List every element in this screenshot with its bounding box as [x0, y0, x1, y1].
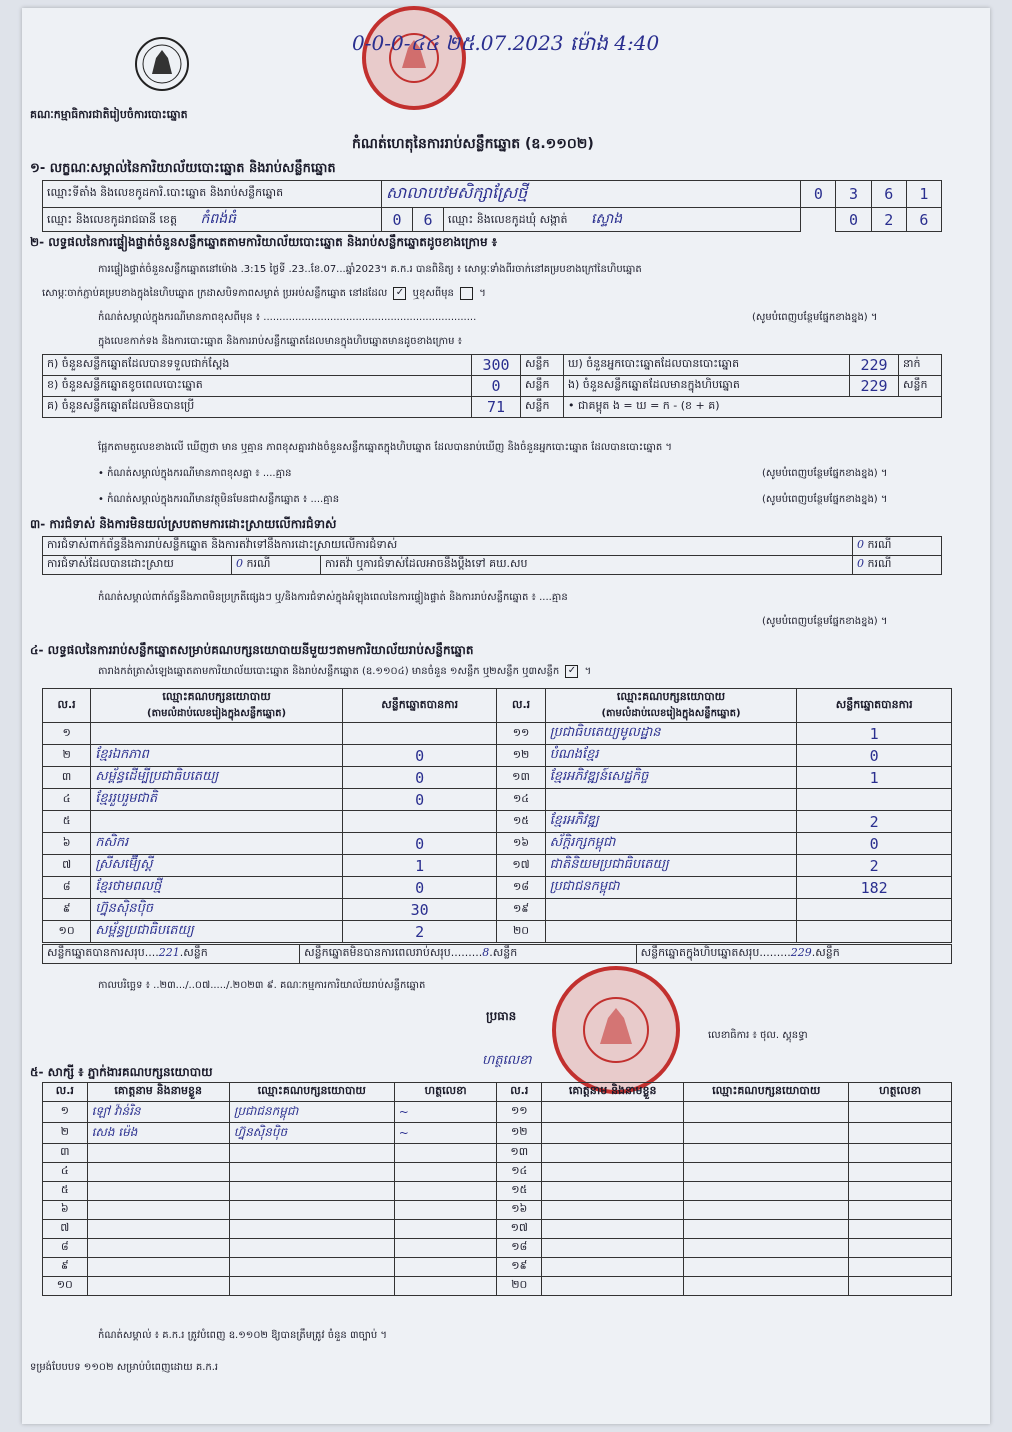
counts-intro: ក្នុងលេខកាក់ទង និងការបោះឆ្នោត និងការរាប់សន្លឹកឆ្នោតដែលមានក្នុងហិបឆ្នោតមានដូចខាងក្រោម ៖ — [98, 336, 463, 347]
result-row — [43, 833, 952, 855]
witness-name — [542, 1277, 684, 1296]
witness-sign — [394, 1239, 497, 1258]
foreign-object-hint: (សូមបំពេញបន្ថែមផ្នែកខាងខ្នង) ។ — [762, 494, 888, 505]
org-name: គណៈកម្មាធិការជាតិរៀបចំការបោះឆ្នោត — [30, 108, 188, 121]
result-votes — [342, 723, 497, 745]
witness-sign — [849, 1277, 952, 1296]
discrepancy-hint: (សូមបំពេញបន្ថែមផ្នែកខាងខ្នង) ។ — [762, 468, 888, 479]
witness-sign — [849, 1123, 952, 1144]
result-party: សម្ព័ន្ធប្រជាធិបតេយ្យ — [91, 921, 343, 943]
result-party — [545, 899, 797, 921]
objection-count: 0 ករណី — [853, 537, 942, 556]
witness-sign — [849, 1258, 952, 1277]
col-name: គោត្តនាម និងនាមខ្លួន — [87, 1083, 229, 1102]
witness-sign — [849, 1201, 952, 1220]
result-votes: 1 — [797, 767, 952, 789]
witness-name — [87, 1258, 229, 1277]
witness-sign — [394, 1163, 497, 1182]
col-no: ល.រ — [43, 689, 91, 723]
resolved-count: 0 ករណី — [232, 556, 321, 575]
col-sign: ហត្ថលេខា — [394, 1083, 497, 1102]
witness-sign — [394, 1144, 497, 1163]
result-row — [43, 745, 952, 767]
witness-party — [684, 1258, 849, 1277]
secretary-line: លេខាធិការ ៖ ថុល. ស្គុនទ្ធា — [708, 1030, 808, 1041]
witness-no: ២០ — [497, 1277, 542, 1296]
count-row: ឃ) ចំនួនអ្នកបោះឆ្នោតដែលបានបោះឆ្នោត — [564, 355, 850, 376]
witness-name — [87, 1163, 229, 1182]
result-row — [43, 811, 952, 833]
irregularity-hint: (សូមបំពេញបន្ថែមផ្នែកខាងខ្នង) ។ — [762, 616, 888, 627]
result-no: ១៨ — [497, 877, 545, 899]
official-stamp-bottom — [552, 966, 680, 1094]
witness-party — [229, 1201, 394, 1220]
result-party: កសិករ — [91, 833, 343, 855]
counts-table — [42, 354, 942, 418]
count-row: គ) ចំនួនសន្លឹកឆ្នោតដែលមិនបានប្រើ — [43, 397, 472, 418]
result-no: ១០ — [43, 921, 91, 943]
witness-no: ១៥ — [497, 1182, 542, 1201]
witness-sign — [849, 1182, 952, 1201]
col-no: ល.រ — [497, 689, 545, 723]
result-party: ខ្មែររួបរួមជាតិ — [91, 789, 343, 811]
count-value: 229 — [850, 376, 899, 397]
witness-row — [43, 1163, 952, 1182]
witness-party — [229, 1258, 394, 1277]
commune-name: ស្ទោង — [591, 211, 623, 227]
witness-party — [229, 1239, 394, 1258]
witness-row — [43, 1182, 952, 1201]
result-party: ប្រជាធិបតេយ្យមូលដ្ឋាន — [545, 723, 797, 745]
station-label: ឈ្មោះទីតាំង និងលេខកូដការិ.បោះឆ្នោត និងរាប់សន្លឹកឆ្នោត — [43, 181, 382, 208]
code-cell: 6 — [906, 208, 941, 232]
witness-name — [542, 1144, 684, 1163]
province-label: ឈ្មោះ និងលេខកូដរាជធានី ខេត្ត កំពង់ធំ — [43, 208, 382, 232]
president-title: ប្រធាន — [486, 1009, 517, 1023]
witness-sign — [394, 1258, 497, 1277]
witness-name — [87, 1239, 229, 1258]
witness-party — [684, 1144, 849, 1163]
code-cell: 0 — [382, 208, 413, 232]
witness-name — [542, 1182, 684, 1201]
witness-party — [684, 1163, 849, 1182]
totals-table — [42, 944, 952, 964]
result-votes — [797, 789, 952, 811]
result-no: ១៦ — [497, 833, 545, 855]
result-party: ខ្មែរអភិវឌ្ឍ — [545, 811, 797, 833]
province-name: កំពង់ធំ — [200, 211, 237, 227]
result-no: ៧ — [43, 855, 91, 877]
result-row — [43, 855, 952, 877]
witness-name — [542, 1239, 684, 1258]
witness-name — [542, 1201, 684, 1220]
witness-sign — [394, 1201, 497, 1220]
verify-note-hint: (សូមបំពេញបន្ថែមផ្នែកខាងខ្នង) ។ — [752, 312, 878, 323]
result-no: ២០ — [497, 921, 545, 943]
result-party: បំណងខ្មែរ — [545, 745, 797, 767]
result-party: ស័ក្តិរក្សកម្ពុជា — [545, 833, 797, 855]
witness-no: ៦ — [43, 1201, 88, 1220]
witness-sign: ~ — [394, 1123, 497, 1144]
result-votes — [797, 899, 952, 921]
witness-no: ១២ — [497, 1123, 542, 1144]
objection-row: ការជំទាស់ពាក់ព័ន្ធនឹងការរាប់សន្លឹកឆ្នោត និងការតវ៉ាទៅនឹងការដោះស្រាយលើការជំទាស់ — [43, 537, 853, 556]
result-no: ១៤ — [497, 789, 545, 811]
result-party — [545, 921, 797, 943]
col-party: ឈ្មោះគណបក្សនយោបាយ (តាមលំដាប់លេខរៀងក្នុងសន្លឹកឆ្នោត) — [545, 689, 797, 723]
verify-line2: សោម្ភៈចាក់ភ្ជាប់គម្របខាងក្នុងនៃហិបឆ្នោត ក្រដាសបិទភាពសម្ងាត់ ប្រអប់សន្លឹកឆ្នោត នៅដដែល ✓ ឬខុសពីមុន ។ — [42, 286, 486, 299]
witness-party — [229, 1220, 394, 1239]
result-no: ១៣ — [497, 767, 545, 789]
result-row — [43, 767, 952, 789]
witness-party: ហ្វ៊ុនស៊ិនប៉ិច — [229, 1123, 394, 1144]
witness-row — [43, 1220, 952, 1239]
appeal-label: ការតវ៉ា ឬការជំទាស់ដែលអាចនឹងប្តឹងទៅ គឃ.សប — [321, 556, 853, 575]
final-note: កំណត់សម្គាល់ ៖ គ.ក.រ ត្រូវបំពេញ ឧ.១១០២ ឱ្យបានត្រឹមត្រូវ ចំនួន ៣ច្បាប់ ។ — [98, 1330, 387, 1341]
station-name: សាលាបឋមសិក្សាស្រែថ្មី — [382, 181, 801, 208]
witness-no: ៥ — [43, 1182, 88, 1201]
result-votes: 0 — [797, 833, 952, 855]
result-party: ខ្មែរឯកភាព — [91, 745, 343, 767]
witness-sign — [394, 1220, 497, 1239]
count-unit: សន្លឹក — [521, 397, 564, 418]
commune-label: ឈ្មោះ និងលេខកូដឃុំ សង្កាត់ ស្ទោង — [444, 208, 801, 232]
witness-name — [542, 1163, 684, 1182]
form-title: កំណត់ហេតុនៃការរាប់សន្លឹកឆ្នោត (ឧ.១១០២) — [352, 136, 594, 152]
date-line: កាលបរិច្ឆេទ ៖ ..២៣.../..០៧...../.២០២៣ ៩. គណៈកម្មការការិយាល័យរាប់សន្លឹកឆ្នោត — [98, 980, 426, 991]
witness-sign — [849, 1239, 952, 1258]
result-votes: 0 — [342, 767, 497, 789]
witness-name — [542, 1258, 684, 1277]
code-cell: 2 — [871, 208, 906, 232]
witness-no: ៤ — [43, 1163, 88, 1182]
col-votes: សន្លឹកឆ្នោតបានការ — [342, 689, 497, 723]
result-no: ១៥ — [497, 811, 545, 833]
witness-row — [43, 1277, 952, 1296]
result-votes: 0 — [797, 745, 952, 767]
witness-party — [684, 1102, 849, 1123]
witness-no: ១៤ — [497, 1163, 542, 1182]
col-party: ឈ្មោះគណបក្សនយោបាយ (តាមលំដាប់លេខរៀងក្នុងសន្លឹកឆ្នោត) — [91, 689, 343, 723]
result-party: ខ្មែរអភិវឌ្ឍន៍សេដ្ឋកិច្ច — [545, 767, 797, 789]
appeal-count: 0 ករណី — [853, 556, 942, 575]
col-sign: ហត្ថលេខា — [849, 1083, 952, 1102]
foreign-object-note: • កំណត់សម្គាល់ក្នុងករណីមានវត្ថុមិនមែនជាសន្លឹកឆ្នោត ៖ ....គ្មាន — [98, 494, 340, 505]
witness-no: ១ — [43, 1102, 88, 1123]
result-party: សម្ព័ន្ធដើម្បីប្រជាធិបតេយ្យ — [91, 767, 343, 789]
witness-name: សេង ម៉េង — [87, 1123, 229, 1144]
form-sheet — [22, 8, 990, 1424]
code-cell: 6 — [413, 208, 444, 232]
result-row — [43, 723, 952, 745]
result-no: ១១ — [497, 723, 545, 745]
witness-party — [684, 1239, 849, 1258]
witness-party — [684, 1123, 849, 1144]
count-row: ខ) ចំនួនសន្លឹកឆ្នោតខូចពេលបោះឆ្នោត — [43, 376, 472, 397]
count-row: ក) ចំនួនសន្លឹកឆ្នោតដែលបានទទួលជាក់ស្តែង — [43, 355, 472, 376]
sheet-count-checkbox[interactable]: ✓ — [565, 665, 578, 678]
result-party — [91, 811, 343, 833]
witness-sign — [394, 1182, 497, 1201]
witness-sign — [849, 1102, 952, 1123]
witness-party — [684, 1277, 849, 1296]
witness-name — [542, 1102, 684, 1123]
result-no: ៤ — [43, 789, 91, 811]
code-cell: 3 — [836, 181, 871, 208]
witness-no: ៧ — [43, 1220, 88, 1239]
witness-no: ១៣ — [497, 1144, 542, 1163]
valid-total: សន្លឹកឆ្នោតបានការសរុប....221.សន្លឹក — [43, 945, 300, 964]
witness-no: ៨ — [43, 1239, 88, 1258]
witness-name — [87, 1144, 229, 1163]
result-party: ខ្មែរថាមពលថ្មី — [91, 877, 343, 899]
ballot-box-total: សន្លឹកឆ្នោតក្នុងហិបឆ្នោតសរុប.........229.សន្លឹក — [636, 945, 951, 964]
witness-party — [684, 1201, 849, 1220]
witness-table — [42, 1082, 952, 1296]
witness-name — [542, 1220, 684, 1239]
result-votes: 2 — [797, 811, 952, 833]
code-cell: 1 — [906, 181, 941, 208]
witness-party — [684, 1182, 849, 1201]
witness-party: ប្រជាជនកម្ពុជា — [229, 1102, 394, 1123]
discrepancy-note: • កំណត់សម្គាល់ក្នុងករណីមានភាពខុសគ្នា ៖ ....គ្មាន — [98, 468, 292, 479]
angkor-emblem-icon — [134, 36, 190, 92]
result-no: ១២ — [497, 745, 545, 767]
result-no: ៦ — [43, 833, 91, 855]
result-votes: 2 — [797, 855, 952, 877]
result-votes: 0 — [342, 745, 497, 767]
discrepancy-line: ផ្អែកតាមតួលេខខាងលើ ឃើញថា មាន ឬគ្មាន ភាពខុសគ្នារវាងចំនួនសន្លឹកឆ្នោតក្នុងហិបឆ្នោត ដែលបានរាប់ឃើញ និងចំនួនអ្នកបោះឆ្នោត ដែលបានបោះឆ្នោត ។ — [98, 442, 673, 453]
section4-heading: ៤- លទ្ធផលនៃការរាប់សន្លឹកឆ្នោតសម្រាប់គណបក្សនយោបាយនីមួយៗតាមការិយាល័យរាប់សន្លឹកឆ្នោត — [30, 643, 474, 657]
result-party: ប្រជាជនកម្ពុជា — [545, 877, 797, 899]
formula: • ជាគម្ពុត ង = ឃ = ក - (ខ + គ) — [564, 397, 942, 418]
section2-heading: ២- លទ្ធផលនៃការផ្ទៀងផ្ទាត់ចំនួនសន្លឹកឆ្នោតតាមការិយាល័យបោះឆ្នោត និងរាប់សន្លឹកឆ្នោតដូចខាងក្រោម ៖ — [30, 235, 498, 249]
result-votes: 182 — [797, 877, 952, 899]
result-votes: 2 — [342, 921, 497, 943]
result-votes: 0 — [342, 877, 497, 899]
col-votes: សន្លឹកឆ្នោតបានការ — [797, 689, 952, 723]
witness-no: ១៧ — [497, 1220, 542, 1239]
changed-checkbox[interactable] — [460, 287, 473, 300]
code-cell: 0 — [836, 208, 871, 232]
verify-line1: ការផ្ទៀងផ្ទាត់ចំនួនសន្លឹកឆ្នោតនៅម៉ោង .3:15 ថ្ងៃទី .23..ខែ.07...ឆ្នាំ2023។ គ.ក.រ បានពិនិត្យ ៖ សោម្ភៈទាំងពីរចាក់នៅគម្របខាងក្រៅនៃហិបឆ្នោត — [98, 264, 642, 275]
witness-name — [87, 1182, 229, 1201]
result-party — [91, 723, 343, 745]
section3-heading: ៣- ការជំទាស់ និងការមិនយល់ស្របតាមការដោះស្រាយលើការជំទាស់ — [30, 517, 337, 531]
result-votes: 1 — [797, 723, 952, 745]
witness-sign: ~ — [394, 1102, 497, 1123]
witness-sign — [849, 1163, 952, 1182]
form-footer: ទម្រង់បែបបទ ១១០២ សម្រាប់បំពេញដោយ គ.ក.រ — [30, 1362, 219, 1373]
count-value: 71 — [472, 397, 521, 418]
count-unit: សន្លឹក — [521, 355, 564, 376]
col-party: ឈ្មោះគណបក្សនយោបាយ — [229, 1083, 394, 1102]
result-no: ១ — [43, 723, 91, 745]
result-no: ៩ — [43, 899, 91, 921]
result-votes: 0 — [342, 833, 497, 855]
witness-row — [43, 1258, 952, 1277]
invalid-total: សន្លឹកឆ្នោតមិនបានការពេលរាប់សរុប.........8.សន្លឹក — [300, 945, 636, 964]
result-votes — [342, 811, 497, 833]
results-table — [42, 688, 952, 943]
unchanged-checkbox[interactable]: ✓ — [393, 287, 406, 300]
col-no: ល.រ — [43, 1083, 88, 1102]
witness-party — [229, 1163, 394, 1182]
section1-heading: ១- លក្ខណៈសម្គាល់នៃការិយាល័យបោះឆ្នោត និងរាប់សន្លឹកឆ្នោត — [30, 161, 336, 176]
code-cell: 0 — [801, 181, 836, 208]
col-party: ឈ្មោះគណបក្សនយោបាយ — [684, 1083, 849, 1102]
count-value: 229 — [850, 355, 899, 376]
count-unit: សន្លឹក — [521, 376, 564, 397]
result-votes: 0 — [342, 789, 497, 811]
result-party: ជាតិនិយមប្រជាធិបតេយ្យ — [545, 855, 797, 877]
witness-no: ១១ — [497, 1102, 542, 1123]
witness-name — [87, 1220, 229, 1239]
witness-party — [229, 1182, 394, 1201]
witness-no: ១០ — [43, 1277, 88, 1296]
result-votes: 30 — [342, 899, 497, 921]
witness-no: ១៦ — [497, 1201, 542, 1220]
result-row — [43, 899, 952, 921]
objections-table — [42, 536, 942, 575]
witness-party — [684, 1220, 849, 1239]
result-votes — [797, 921, 952, 943]
tally-sheet-line: តារាងកត់ត្រាសំឡេងឆ្នោតតាមការិយាល័យបោះឆ្នោត និងរាប់សន្លឹកឆ្នោត (ឧ.១១០៤) មានចំនួន ១សន្លឹក ឬ២សន្លឹក ឬ៣សន្លឹក ✓ ។ — [98, 664, 592, 677]
witness-name — [87, 1277, 229, 1296]
col-name: គោត្តនាម និងនាមខ្លួន — [542, 1083, 684, 1102]
code-cell: 6 — [871, 181, 906, 208]
result-no: ៥ — [43, 811, 91, 833]
result-party — [545, 789, 797, 811]
result-row — [43, 789, 952, 811]
witness-no: ១៨ — [497, 1239, 542, 1258]
result-no: ៣ — [43, 767, 91, 789]
witness-no: ៣ — [43, 1144, 88, 1163]
irregularity-note: កំណត់សម្គាល់ពាក់ព័ន្ធនឹងភាពមិនប្រក្រតីផ្សេងៗ ឬ/និងការជំទាស់ក្នុងអំឡុងពេលនៃការផ្ទៀងផ្ទាត់ និងការរាប់សន្លឹកឆ្នោត ៖ ....គ្មាន — [98, 592, 568, 603]
witness-party — [229, 1277, 394, 1296]
witness-party — [229, 1144, 394, 1163]
witness-row — [43, 1201, 952, 1220]
witness-name — [87, 1201, 229, 1220]
resolved-label: ការជំទាស់ដែលបានដោះស្រាយ — [43, 556, 232, 575]
handwritten-stamp-note: 0-0-0-៤៤ ២៥.07.2023 ម៉ោង 4:40 — [352, 31, 660, 55]
witness-name — [542, 1123, 684, 1144]
witness-row — [43, 1102, 952, 1123]
result-no: ២ — [43, 745, 91, 767]
count-value: 0 — [472, 376, 521, 397]
result-no: ៨ — [43, 877, 91, 899]
count-unit: នាក់ — [899, 355, 942, 376]
president-signature: ហត្ថលេខា — [482, 1053, 532, 1068]
section5-heading: ៥- សាក្សី ៖ ភ្នាក់ងារគណបក្សនយោបាយ — [30, 1065, 213, 1079]
count-unit: សន្លឹក — [899, 376, 942, 397]
count-value: 300 — [472, 355, 521, 376]
verify-note: កំណត់សម្គាល់ក្នុងករណីមានភាពខុសពីមុន ៖ ................................................................... — [98, 312, 477, 323]
witness-sign — [394, 1277, 497, 1296]
witness-row — [43, 1239, 952, 1258]
witness-row — [43, 1123, 952, 1144]
witness-no: ៩ — [43, 1258, 88, 1277]
result-no: ១៩ — [497, 899, 545, 921]
witness-no: ២ — [43, 1123, 88, 1144]
result-party: ហ្វ៊ុនស៊ិនប៉ិច — [91, 899, 343, 921]
col-no: ល.រ — [497, 1083, 542, 1102]
witness-sign — [849, 1144, 952, 1163]
result-party: ស្រីសម៊ើ្យស្តី — [91, 855, 343, 877]
result-row — [43, 921, 952, 943]
result-votes: 1 — [342, 855, 497, 877]
witness-name: ឡៅ វ៉ាន់រិន — [87, 1102, 229, 1123]
result-row — [43, 877, 952, 899]
result-no: ១៧ — [497, 855, 545, 877]
witness-sign — [849, 1220, 952, 1239]
count-row: ង) ចំនួនសន្លឹកឆ្នោតដែលមានក្នុងហិបឆ្នោត — [564, 376, 850, 397]
section1-table — [42, 180, 942, 232]
witness-no: ១៩ — [497, 1258, 542, 1277]
witness-row — [43, 1144, 952, 1163]
